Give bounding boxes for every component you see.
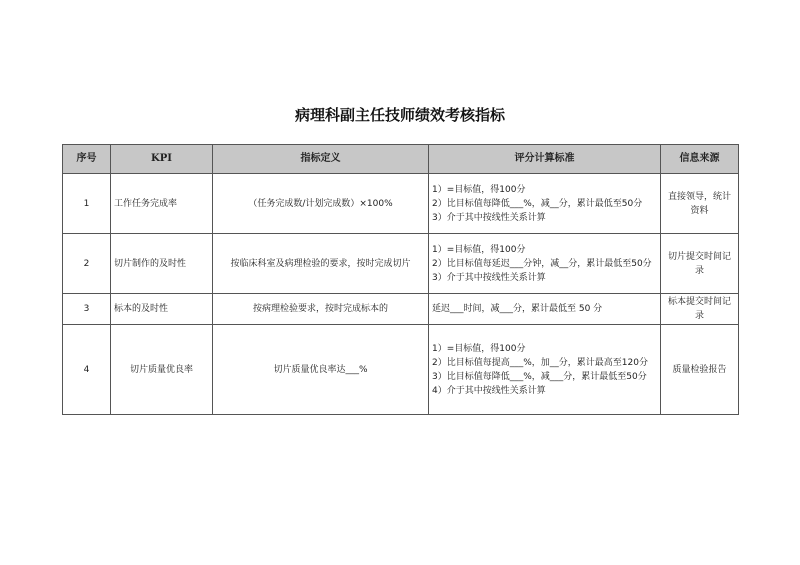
row-source: 切片提交时间记录 — [661, 234, 739, 294]
scoring-line: 4）介于其中按线性关系计算 — [432, 385, 546, 396]
scoring-line: 1）=目标值，得100分 — [432, 343, 526, 354]
table-header-row — [63, 145, 739, 174]
table-row — [63, 234, 739, 294]
scoring-line: 1）=目标值，得100分 — [432, 244, 526, 255]
scoring-line: 2）比目标值每延迟___分钟，减__分，累计最低至50分 — [432, 258, 652, 269]
scoring-line: 2）比目标值每提高___%，加__分，累计最高至120分 — [432, 357, 648, 368]
row-source: 标本提交时间记录 — [661, 294, 739, 325]
row-seq: 3 — [63, 294, 111, 325]
table-row — [63, 294, 739, 325]
header-kpi: KPI — [111, 145, 213, 174]
scoring-line: 3）介于其中按线性关系计算 — [432, 272, 546, 283]
row-kpi: 切片质量优良率 — [111, 325, 213, 415]
scoring-line: 3）介于其中按线性关系计算 — [432, 212, 546, 223]
page-title: 病理科副主任技师绩效考核指标 — [294, 106, 505, 124]
header-definition: 指标定义 — [213, 145, 429, 174]
row-seq: 2 — [63, 234, 111, 294]
row-seq: 1 — [63, 174, 111, 234]
row-scoring — [429, 294, 661, 325]
scoring-line: 3）比目标值每降低___%，减___分，累计最低至50分 — [432, 371, 647, 382]
row-definition: 切片质量优良率达___% — [213, 325, 429, 415]
row-scoring — [429, 234, 661, 294]
kpi-table — [62, 144, 739, 415]
row-scoring — [429, 174, 661, 234]
header-seq: 序号 — [63, 145, 111, 174]
scoring-line: 2）比目标值每降低___%，减__分，累计最低至50分 — [432, 198, 643, 209]
row-definition: 按临床科室及病理检验的要求，按时完成切片 — [213, 234, 429, 294]
row-kpi: 标本的及时性 — [111, 294, 213, 325]
row-source: 质量检验报告 — [661, 325, 739, 415]
row-kpi: 切片制作的及时性 — [111, 234, 213, 294]
scoring-line: 1）=目标值，得100分 — [432, 184, 526, 195]
row-definition: 按病理检验要求，按时完成标本的 — [213, 294, 429, 325]
scoring-line: 延迟___时间，减___分，累计最低至 50 分 — [432, 304, 603, 314]
header-scoring: 评分计算标准 — [429, 145, 661, 174]
row-scoring — [429, 325, 661, 415]
row-definition: （任务完成数/计划完成数）×100% — [213, 174, 429, 234]
row-source: 直接领导，统计资料 — [661, 174, 739, 234]
row-kpi: 工作任务完成率 — [111, 174, 213, 234]
header-source: 信息来源 — [661, 145, 739, 174]
table-row — [63, 174, 739, 234]
table-row — [63, 325, 739, 415]
row-seq: 4 — [63, 325, 111, 415]
